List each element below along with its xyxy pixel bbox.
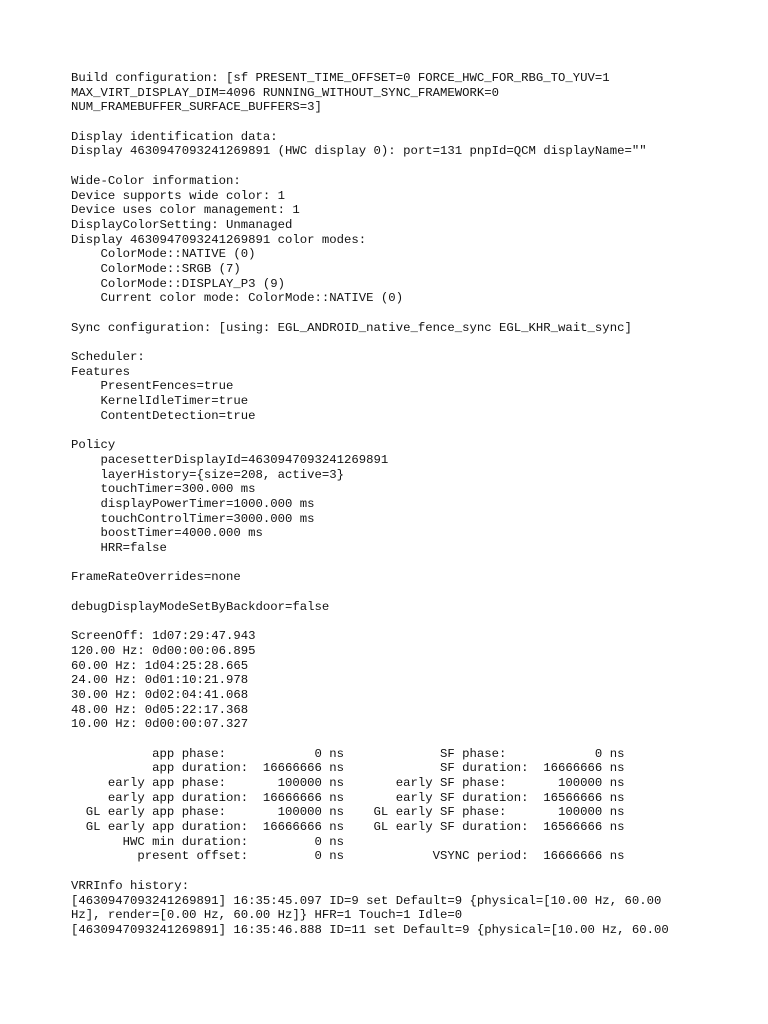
text-line: layerHistory={size=208, active=3} [71,467,345,482]
text-line: touchTimer=300.000 ms [71,482,256,497]
text-line: Hz], render=[0.00 Hz, 60.00 Hz]} HFR=1 Touch=1 Idle=0 [71,908,463,923]
blank-line [71,306,761,321]
dumpsys-text-document [71,71,761,938]
text-line: displayPowerTimer=1000.000 ms [71,496,315,511]
text-line: ColorMode::NATIVE (0) [71,247,256,262]
text-line: Display 4630947093241269891 (HWC display 0): port=131 pnpId=QCM displayName="" [71,144,647,159]
text-line: 30.00 Hz: 0d02:04:41.068 [71,687,249,702]
text-line: 48.00 Hz: 0d05:22:17.368 [71,702,249,717]
text-line: app duration: 16666666 ns SF duration: 16666666 ns [71,761,625,776]
blank-line [71,556,761,571]
blank-line [71,864,761,879]
text-line: GL early app duration: 16666666 ns GL early SF duration: 16566666 ns [71,820,625,835]
text-line: Sync configuration: [using: EGL_ANDROID_native_fence_sync EGL_KHR_wait_sync] [71,320,632,335]
text-line: PresentFences=true [71,379,234,394]
text-line: [4630947093241269891] 16:35:45.097 ID=9 set Default=9 {physical=[10.00 Hz, 60.00 [71,893,662,908]
text-line: touchControlTimer=3000.000 ms [71,511,315,526]
text-line: [4630947093241269891] 16:35:46.888 ID=11 set Default=9 {physical=[10.00 Hz, 60.00 [71,922,669,937]
blank-line [71,614,761,629]
text-line: Device supports wide color: 1 [71,188,286,203]
text-line: DisplayColorSetting: Unmanaged [71,217,293,232]
text-line: app phase: 0 ns SF phase: 0 ns [71,746,625,761]
text-line: Current color mode: ColorMode::NATIVE (0) [71,291,404,306]
text-line: boostTimer=4000.000 ms [71,526,263,541]
text-line: 60.00 Hz: 1d04:25:28.665 [71,658,249,673]
text-line: Device uses color management: 1 [71,203,300,218]
text-line: Policy [71,438,116,453]
text-line: HWC min duration: 0 ns [71,834,345,849]
text-line: VRRInfo history: [71,878,190,893]
text-line: ColorMode::DISPLAY_P3 (9) [71,276,286,291]
text-line: GL early app phase: 100000 ns GL early SF phase: 100000 ns [71,805,625,820]
text-line: 24.00 Hz: 0d01:10:21.978 [71,673,249,688]
text-line: NUM_FRAMEBUFFER_SURFACE_BUFFERS=3] [71,100,322,115]
text-line: ColorMode::SRGB (7) [71,261,241,276]
text-line: ContentDetection=true [71,408,256,423]
text-line: debugDisplayModeSetByBackdoor=false [71,599,330,614]
text-line: HRR=false [71,541,167,555]
blank-line [71,335,761,350]
text-line: Display 4630947093241269891 color modes: [71,232,367,247]
text-line: early app phase: 100000 ns early SF phase: 100000 ns [71,776,625,790]
text-line: early app duration: 16666666 ns early SF duration: 16566666 ns [71,790,625,805]
text-line: Wide-Color information: [71,173,241,188]
text-line: Display identification data: [71,129,278,144]
blank-line [71,732,761,747]
text-line: KernelIdleTimer=true [71,394,249,409]
blank-line [71,585,761,600]
text-line: Scheduler: [71,350,145,365]
blank-line [71,115,761,130]
text-line: ScreenOff: 1d07:29:47.943 [71,629,256,644]
text-line: 120.00 Hz: 0d00:00:06.895 [71,643,256,658]
text-line: FrameRateOverrides=none [71,570,241,585]
text-line: pacesetterDisplayId=4630947093241269891 [71,452,389,467]
text-line: Build configuration: [sf PRESENT_TIME_OFFSET=0 FORCE_HWC_FOR_RBG_TO_YUV=1 [71,71,610,85]
text-line: 10.00 Hz: 0d00:00:07.327 [71,717,249,732]
blank-line [71,424,761,439]
text-line: MAX_VIRT_DISPLAY_DIM=4096 RUNNING_WITHOUT_SYNC_FRAMEWORK=0 [71,85,500,100]
blank-line [71,159,761,174]
text-line: present offset: 0 ns VSYNC period: 16666666 ns [71,849,625,864]
text-line: Features [71,364,131,379]
